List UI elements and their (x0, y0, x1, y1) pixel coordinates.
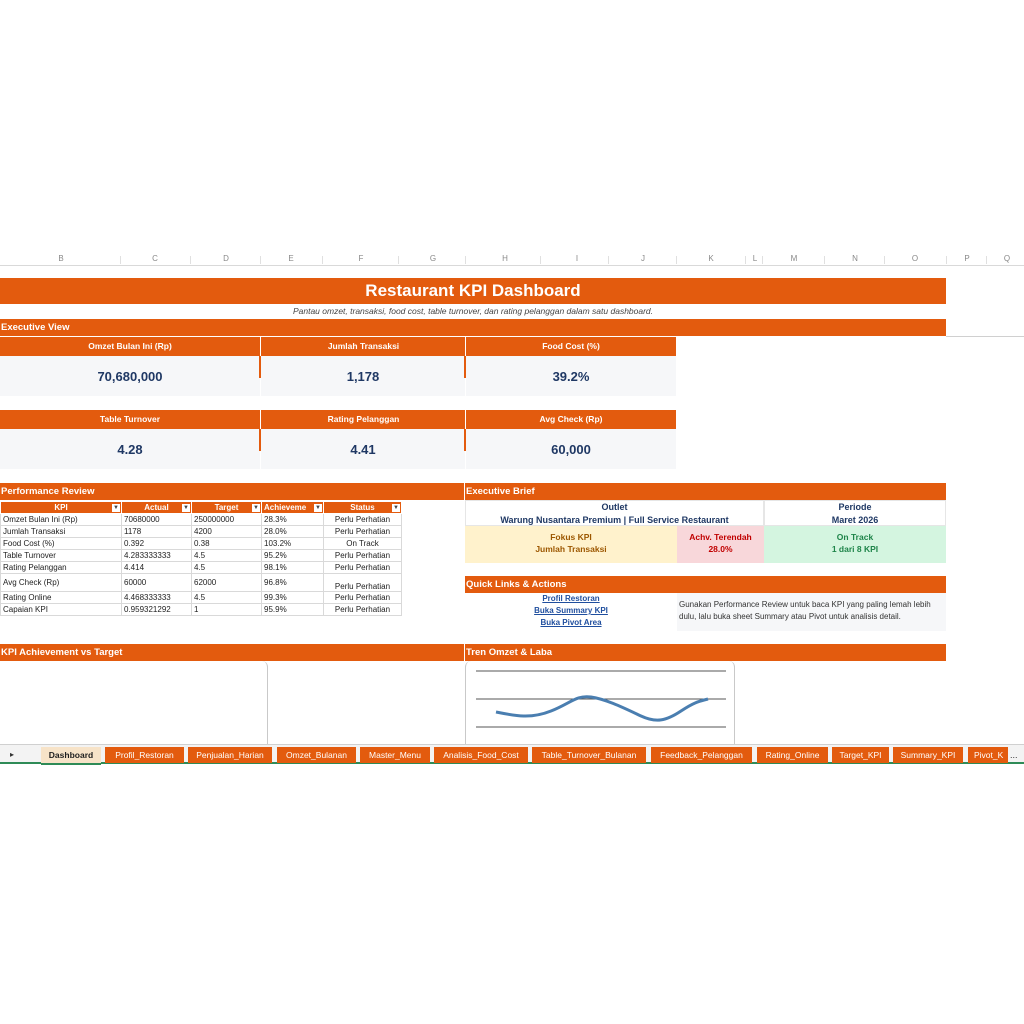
executive-view-header: Executive View (0, 319, 946, 336)
tab-table-turnover-bulanan[interactable]: Table_Turnover_Bulanan (532, 747, 646, 763)
table-row[interactable]: Rating Online 4.468333333 4.5 99.3% Perlu Perhatian (1, 592, 402, 604)
kpi-value-transaksi: 1,178 (261, 356, 465, 396)
col-header[interactable]: N (852, 254, 858, 263)
column-header-row (0, 254, 1024, 266)
col-header[interactable]: K (708, 254, 714, 263)
divider (465, 337, 466, 356)
table-row[interactable]: Rating Pelanggan 4.414 4.5 98.1% Perlu Perhatian (1, 562, 402, 574)
filter-dropdown-icon[interactable]: ▼ (315, 505, 321, 511)
kpi-label: Jumlah Transaksi (327, 341, 400, 351)
kpi-label: Food Cost (%) (542, 341, 600, 351)
on-track-label: On Track (836, 532, 874, 542)
tab-penjualan-harian[interactable]: Penjualan_Harian (188, 747, 272, 763)
filter-dropdown-icon[interactable]: ▼ (113, 505, 119, 511)
divider (464, 429, 466, 451)
on-track-cell[interactable] (764, 526, 946, 563)
tab-scroll-arrow-icon[interactable]: ▸ (9, 750, 14, 759)
periode-cell[interactable] (764, 500, 946, 526)
trend-chart[interactable] (465, 661, 735, 745)
col-header[interactable]: E (288, 254, 294, 263)
col-header[interactable]: Q (1003, 254, 1011, 263)
table-row[interactable]: Table Turnover 4.283333333 4.5 95.2% Perlu Perhatian (1, 550, 402, 562)
outlet-label: Outlet (601, 502, 628, 512)
tab-master-menu[interactable]: Master_Menu (360, 747, 430, 763)
quick-links-header: Quick Links & Actions (465, 576, 946, 593)
outlet-value: Warung Nusantara Premium | Full Service Restaurant (500, 515, 729, 525)
filter-dropdown-icon[interactable]: ▼ (253, 505, 259, 511)
focus-kpi-value: Jumlah Transaksi (535, 544, 607, 554)
table-row[interactable]: Capaian KPI 0.959321292 1 95.9% Perlu Perhatian (1, 604, 402, 616)
quick-links-note: Gunakan Performance Review untuk baca KPI yang paling lemah lebih dulu, lalu buka sheet Summary atau Pivot untuk analisis detail. (677, 593, 946, 631)
col-header[interactable]: G (429, 254, 437, 263)
kpi-header-row-1 (0, 337, 676, 356)
lowest-achv-label: Achv. Terendah (689, 532, 752, 542)
kpi-value-avg-check: 60,000 (466, 429, 676, 469)
dashboard-title: Restaurant KPI Dashboard (0, 278, 946, 304)
link-pivot-area[interactable]: Buka Pivot Area (540, 618, 602, 627)
col-header[interactable]: F (358, 254, 364, 263)
divider (260, 410, 261, 429)
dashboard-subtitle: Pantau omzet, transaksi, food cost, table turnover, dan rating pelanggan dalam satu dashboard. (292, 306, 654, 316)
focus-kpi-label: Fokus KPI (550, 532, 592, 542)
kpi-label: Rating Pelanggan (327, 414, 400, 424)
outlet-cell[interactable] (465, 500, 764, 526)
kpi-value-omzet: 70,680,000 (0, 356, 260, 396)
col-header[interactable]: J (641, 254, 645, 263)
link-profil-restoran[interactable]: Profil Restoran (542, 594, 600, 603)
col-status[interactable]: Status ▼ (324, 502, 402, 514)
tab-summary-kpi[interactable]: Summary_KPI (893, 747, 963, 763)
tab-target-kpi[interactable]: Target_KPI (832, 747, 889, 763)
col-target[interactable]: Target ▼ (192, 502, 262, 514)
filter-dropdown-icon[interactable]: ▼ (183, 505, 189, 511)
divider (464, 356, 466, 378)
col-kpi[interactable]: KPI ▼ (1, 502, 122, 514)
performance-review-header: Performance Review (0, 483, 464, 500)
divider (465, 410, 466, 429)
trend-chart-header: Tren Omzet & Laba (465, 644, 946, 661)
kpi-achievement-chart[interactable] (0, 661, 268, 745)
tab-omzet-bulanan[interactable]: Omzet_Bulanan (277, 747, 356, 763)
divider (260, 337, 261, 356)
filter-dropdown-icon[interactable]: ▼ (393, 505, 399, 511)
tab-analisis-food-cost[interactable]: Analisis_Food_Cost (434, 747, 528, 763)
divider (259, 429, 261, 451)
tab-profil-restoran[interactable]: Profil_Restoran (105, 747, 184, 763)
table-header-row (1, 502, 402, 514)
executive-brief-header: Executive Brief (465, 483, 946, 500)
col-header[interactable]: L (752, 254, 758, 263)
col-header[interactable]: I (575, 254, 579, 263)
gridline (946, 336, 1024, 337)
col-header[interactable]: B (58, 254, 64, 263)
periode-value: Maret 2026 (831, 515, 879, 525)
performance-table-wrap (0, 501, 402, 616)
col-achievement[interactable]: Achieveme ▼ (262, 502, 324, 514)
lowest-achv-cell[interactable] (677, 526, 764, 563)
divider (259, 356, 261, 378)
table-row[interactable]: Food Cost (%) 0.392 0.38 103.2% On Track (1, 538, 402, 550)
tab-pivot-kpi[interactable]: Pivot_K (968, 747, 1008, 763)
focus-kpi-cell[interactable] (465, 526, 677, 563)
tab-rating-online[interactable]: Rating_Online (757, 747, 828, 763)
kpi-label: Avg Check (Rp) (539, 414, 603, 424)
col-header[interactable]: M (790, 254, 798, 263)
col-header[interactable]: O (911, 254, 919, 263)
tab-feedback-pelanggan[interactable]: Feedback_Pelanggan (651, 747, 752, 763)
kpi-value-food-cost: 39.2% (466, 356, 676, 396)
col-header[interactable]: H (502, 254, 508, 263)
col-actual[interactable]: Actual ▼ (122, 502, 192, 514)
performance-table (0, 501, 402, 616)
table-row[interactable]: Jumlah Transaksi 1178 4200 28.0% Perlu Perhatian (1, 526, 402, 538)
link-summary-kpi[interactable]: Buka Summary KPI (534, 606, 608, 615)
quick-links-list (465, 593, 677, 631)
col-header[interactable]: D (223, 254, 229, 263)
col-header[interactable]: C (152, 254, 158, 263)
table-row[interactable]: Omzet Bulan Ini (Rp) 70680000 250000000 28.3% Perlu Perhatian (1, 514, 402, 526)
kpi-label: Omzet Bulan Ini (Rp) (88, 341, 172, 351)
tab-dashboard[interactable]: Dashboard (41, 747, 101, 765)
kpi-achievement-chart-header: KPI Achievement vs Target (0, 644, 464, 661)
kpi-label: Table Turnover (99, 414, 161, 424)
trend-line (496, 697, 708, 720)
more-tabs-icon[interactable]: ... (1010, 750, 1018, 760)
on-track-value: 1 dari 8 KPI (831, 544, 879, 554)
trend-chart-svg (466, 661, 736, 745)
kpi-header-row-2 (0, 410, 676, 429)
col-header[interactable]: P (964, 254, 970, 263)
table-row[interactable]: Avg Check (Rp) 60000 62000 96.8% Perlu Perhatian (1, 574, 402, 592)
lowest-achv-value: 28.0% (708, 544, 733, 554)
periode-label: Periode (838, 502, 872, 512)
kpi-value-rating: 4.41 (261, 429, 465, 469)
kpi-value-table-turnover: 4.28 (0, 429, 260, 469)
sheet-tab-bar (0, 744, 1024, 764)
